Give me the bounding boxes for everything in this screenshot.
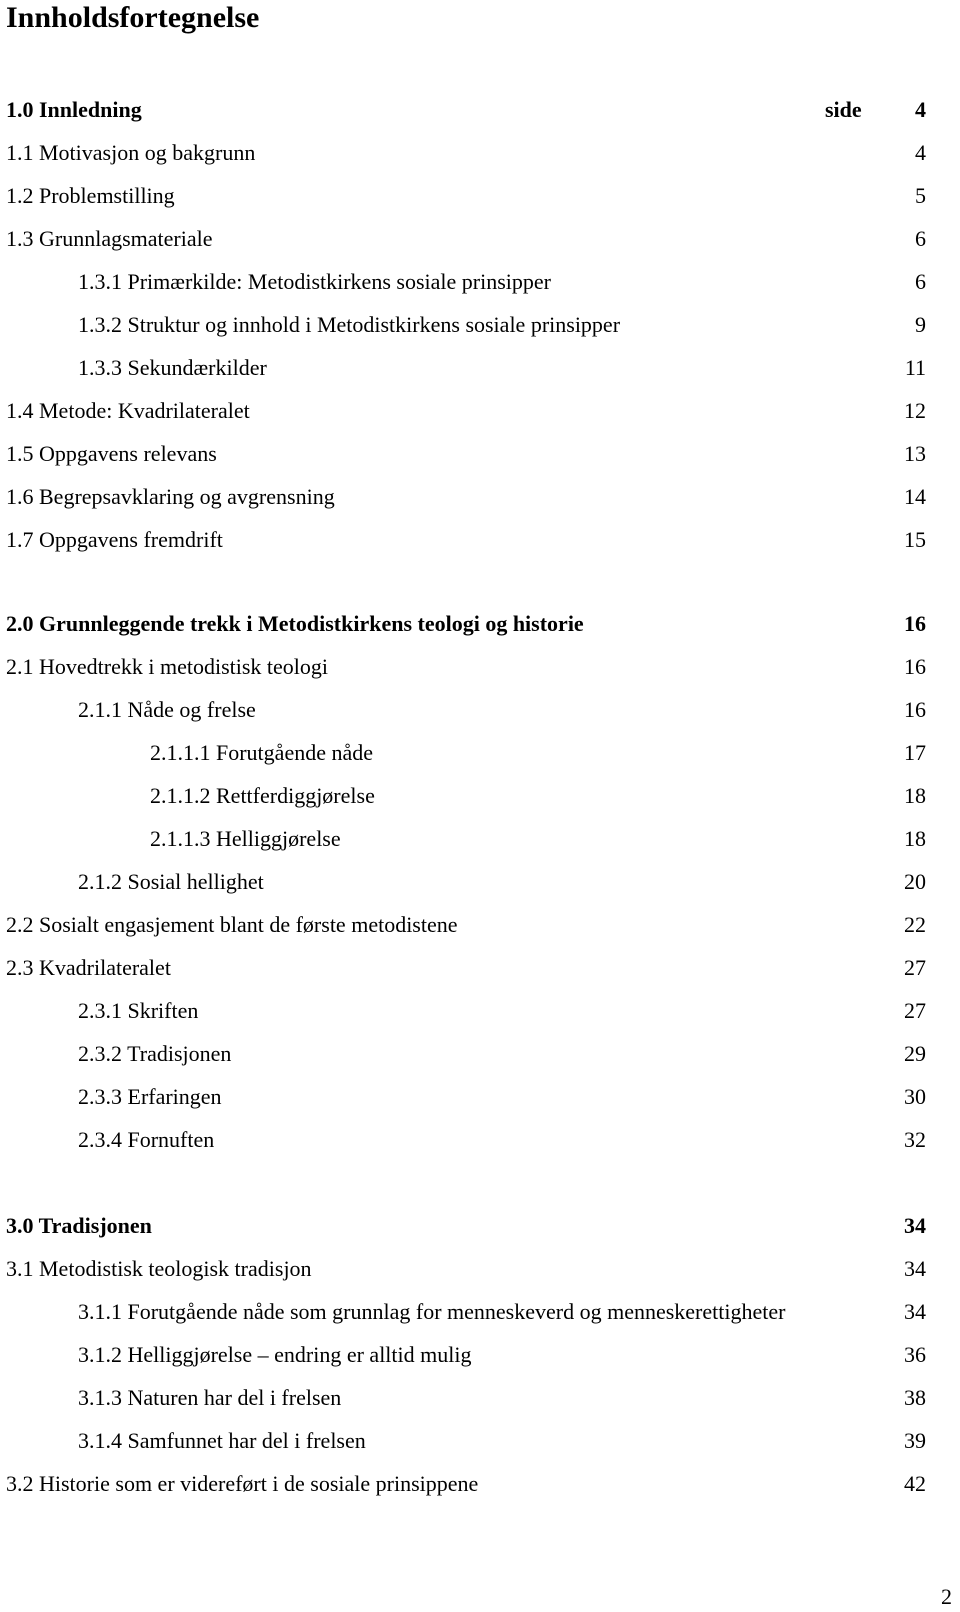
toc-entry-title: 2.3 Kvadrilateralet <box>6 955 171 980</box>
toc-entry-title: 1.3.1 Primærkilde: Metodistkirkens sosiale prinsipper <box>78 269 551 294</box>
toc-entry-title: 3.1.3 Naturen har del i frelsen <box>78 1385 342 1410</box>
toc-entry-page: 16 <box>904 654 926 679</box>
toc-entry-page: 36 <box>904 1342 926 1367</box>
toc-entry-title: 3.0 Tradisjonen <box>6 1213 152 1238</box>
toc-entry-title: 2.1.1.1 Forutgående nåde <box>150 740 373 765</box>
toc-entry-page: 16 <box>904 611 926 636</box>
toc-entry-page: 30 <box>904 1084 926 1109</box>
toc-entry-page: 6 <box>915 226 926 251</box>
toc-entry-title: 1.7 Oppgavens fremdrift <box>6 527 223 552</box>
toc-entry-page: 29 <box>904 1041 926 1066</box>
toc-entry-page: 14 <box>904 484 926 509</box>
toc-entry-title: 2.3.4 Fornuften <box>78 1127 215 1152</box>
toc-entry-title: 2.2 Sosialt engasjement blant de første metodistene <box>6 912 458 937</box>
toc-entry-title: 2.1.1.3 Helliggjørelse <box>150 826 341 851</box>
toc-entry-title: 2.1.2 Sosial hellighet <box>78 869 264 894</box>
toc-entry-page: 22 <box>904 912 926 937</box>
toc-entry-page: 6 <box>915 269 926 294</box>
toc-entry-title: 2.3.3 Erfaringen <box>78 1084 222 1109</box>
toc-entry-title: 1.0 Innledning <box>6 97 142 122</box>
toc-entry-page: 42 <box>904 1471 926 1496</box>
toc-entry-page: 12 <box>904 398 926 423</box>
toc-entry-page: 16 <box>904 697 926 722</box>
toc-entry-title: 1.5 Oppgavens relevans <box>6 441 217 466</box>
toc-entry-page: 17 <box>904 740 926 765</box>
toc-entry-title: 3.1.1 Forutgående nåde som grunnlag for menneskeverd og menneskerettigheter <box>78 1299 786 1324</box>
toc-entry-page: 18 <box>904 783 926 808</box>
toc-entry-page: 39 <box>904 1428 926 1453</box>
toc-entry-title: 3.1.4 Samfunnet har del i frelsen <box>78 1428 366 1453</box>
toc-entry-title: 2.1 Hovedtrekk i metodistisk teologi <box>6 654 329 679</box>
toc-entry-page: 18 <box>904 826 926 851</box>
toc-entry-title: 2.1.1.2 Rettferdiggjørelse <box>150 783 375 808</box>
toc-entry-title: 1.2 Problemstilling <box>6 183 175 208</box>
toc-entry-page: 11 <box>904 355 926 380</box>
toc-entry-page: 15 <box>904 527 926 552</box>
page-title: Innholdsfortegnelse <box>6 1 260 34</box>
toc-entry-page: 34 <box>904 1299 926 1324</box>
toc-entry-title: 1.3.2 Struktur og innhold i Metodistkirkens sosiale prinsipper <box>78 312 621 337</box>
page-number: 2 <box>941 1584 952 1609</box>
toc-entry-title: 2.3.2 Tradisjonen <box>78 1041 232 1066</box>
toc-entry-page: 34 <box>904 1256 926 1281</box>
toc-entry-page: 4 <box>915 97 926 122</box>
toc-entry-page: 5 <box>915 183 926 208</box>
toc-entry-page: 32 <box>904 1127 926 1152</box>
toc-entry-title: 1.3 Grunnlagsmateriale <box>6 226 213 251</box>
toc-entry-title: 1.3.3 Sekundærkilder <box>78 355 267 380</box>
toc-entry-title: 1.6 Begrepsavklaring og avgrensning <box>6 484 335 509</box>
toc-entry-title: 2.1.1 Nåde og frelse <box>78 697 256 722</box>
side-label: side <box>825 97 862 122</box>
toc-entry-page: 34 <box>904 1213 926 1238</box>
toc-entry-title: 3.2 Historie som er videreført i de sosiale prinsippene <box>6 1471 479 1496</box>
toc-entry-title: 2.0 Grunnleggende trekk i Metodistkirkens teologi og historie <box>6 611 584 636</box>
toc-entry-title: 1.1 Motivasjon og bakgrunn <box>6 140 256 165</box>
toc-entry-page: 38 <box>904 1385 926 1410</box>
toc-entry-page: 13 <box>904 441 926 466</box>
toc-entry-title: 3.1 Metodistisk teologisk tradisjon <box>6 1256 312 1281</box>
toc-entry-title: 2.3.1 Skriften <box>78 998 199 1023</box>
toc-entry-title: 1.4 Metode: Kvadrilateralet <box>6 398 250 423</box>
toc-entry-page: 4 <box>915 140 926 165</box>
toc-entry-page: 27 <box>904 998 926 1023</box>
toc-entry-page: 27 <box>904 955 926 980</box>
toc-entry-page: 9 <box>915 312 926 337</box>
toc-entry-title: 3.1.2 Helliggjørelse – endring er alltid mulig <box>78 1342 472 1367</box>
toc-entry-page: 20 <box>904 869 926 894</box>
